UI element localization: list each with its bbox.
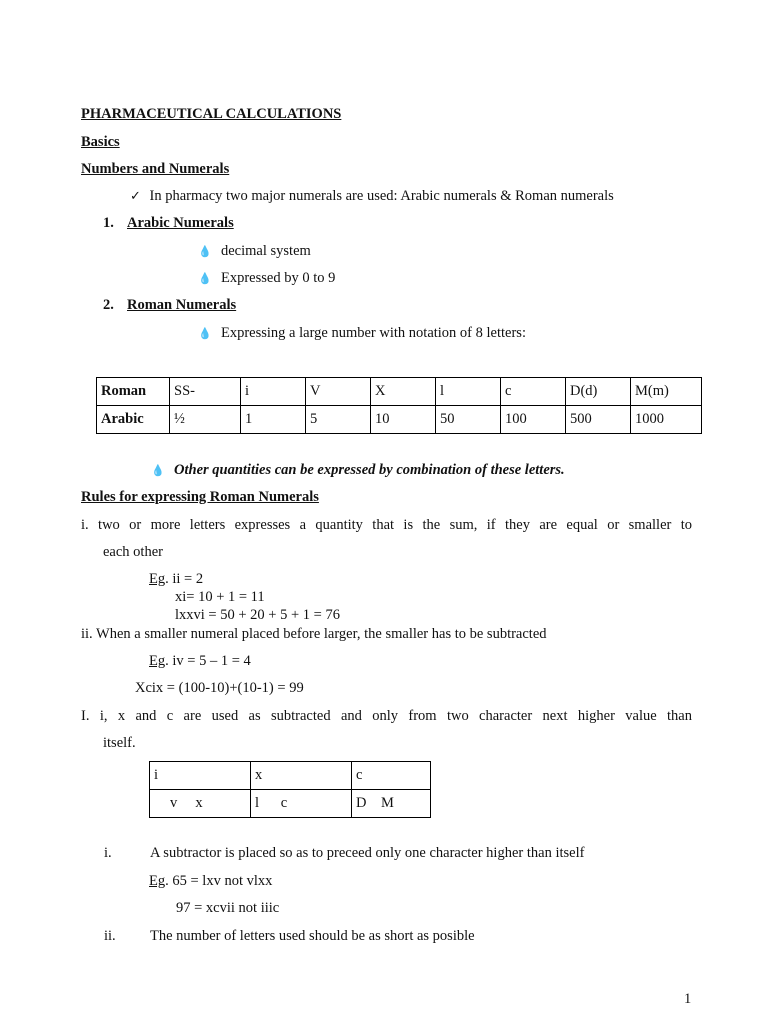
checkmark-icon: ✓ <box>130 189 141 204</box>
eg-label: Eg <box>149 873 166 889</box>
roman-arabic-table <box>96 377 702 434</box>
table-cell: 1 <box>241 406 306 434</box>
rules-heading: Rules for expressing Roman Numerals <box>81 489 319 505</box>
eg-label: Eg <box>149 571 166 587</box>
rule-1-line-2: each other <box>103 544 163 560</box>
rule-3-line-2: itself. <box>103 735 136 751</box>
example-text: xi= 10 + 1 = 11 <box>175 589 265 605</box>
example-text: lxxvi = 50 + 20 + 5 + 1 = 76 <box>175 607 340 623</box>
table-cell: l <box>436 378 501 406</box>
list-item-number: ii. <box>104 928 116 944</box>
bullet-item <box>198 325 212 342</box>
example-line <box>149 653 251 670</box>
list-item-number: i. <box>104 845 112 861</box>
table-cell: 100 <box>501 406 566 434</box>
table-cell: ½ <box>170 406 241 434</box>
list-item-text: The number of letters used should be as short as posible <box>150 928 475 944</box>
table-cell: c <box>352 762 431 790</box>
example-text: 97 = xcvii not iiic <box>176 900 280 916</box>
section-heading-roman: Roman Numerals <box>127 297 237 313</box>
example-text: . 65 = lxv not vlxx <box>165 873 273 889</box>
bullet-item <box>198 243 212 260</box>
table-cell: i <box>150 762 251 790</box>
example-line <box>149 571 203 588</box>
section-heading-arabic: Arabic Numerals <box>127 215 234 231</box>
section-number-1: 1. <box>103 215 114 231</box>
example-text: . iv = 5 – 1 = 4 <box>165 653 251 669</box>
table-cell: D(d) <box>566 378 631 406</box>
bullet-text: Expressed by 0 to 9 <box>221 270 336 286</box>
rule-1-line-1: i. two or more letters expresses a quantity that is the sum, if they are equal or smaller to <box>81 517 692 533</box>
table-row <box>97 406 702 434</box>
combination-note: Other quantities can be expressed by combination of these letters. <box>174 462 565 478</box>
check-list-item <box>130 188 614 205</box>
rule-2-line-1: ii. When a smaller numeral placed before larger, the smaller has to be subtracted <box>81 626 547 642</box>
bullet-item <box>151 462 165 479</box>
table-cell: x <box>251 762 352 790</box>
example-text: Xcix = (100-10)+(10-1) = 99 <box>135 680 304 696</box>
example-text: . ii = 2 <box>165 571 204 587</box>
drop-bullet-icon: 💧 <box>198 245 212 258</box>
table-cell: M(m) <box>631 378 702 406</box>
table-cell: Arabic <box>97 406 170 434</box>
check-item-text: In pharmacy two major numerals are used: Arabic numerals & Roman numerals <box>149 188 614 204</box>
subtraction-table <box>149 761 431 818</box>
page-number: 1 <box>684 991 692 1007</box>
drop-bullet-icon: 💧 <box>151 464 165 477</box>
table-cell: c <box>501 378 566 406</box>
table-cell: i <box>241 378 306 406</box>
table-cell: v x <box>150 790 251 818</box>
table-cell: 1000 <box>631 406 702 434</box>
basics-heading: Basics <box>81 134 120 150</box>
table-cell: SS- <box>170 378 241 406</box>
drop-bullet-icon: 💧 <box>198 272 212 285</box>
table-cell: 5 <box>306 406 371 434</box>
section-number-2: 2. <box>103 297 114 313</box>
table-cell: 10 <box>371 406 436 434</box>
table-cell: 500 <box>566 406 631 434</box>
table-row <box>97 378 702 406</box>
example-line <box>149 873 272 890</box>
table-cell: Roman <box>97 378 170 406</box>
table-row <box>150 790 431 818</box>
table-cell: X <box>371 378 436 406</box>
page-title: PHARMACEUTICAL CALCULATIONS <box>81 106 342 122</box>
drop-bullet-icon: 💧 <box>198 327 212 340</box>
table-cell: V <box>306 378 371 406</box>
table-cell: D M <box>352 790 431 818</box>
table-row <box>150 762 431 790</box>
eg-label: Eg <box>149 653 166 669</box>
numbers-heading: Numbers and Numerals <box>81 161 230 177</box>
bullet-item <box>198 270 212 287</box>
table-cell: 50 <box>436 406 501 434</box>
rule-3-line-1: I. i, x and c are used as subtracted and only from two character next higher value than <box>81 708 692 724</box>
table-cell: l c <box>251 790 352 818</box>
bullet-text: decimal system <box>221 243 311 259</box>
list-item-text: A subtractor is placed so as to preceed only one character higher than itself <box>150 845 585 861</box>
bullet-text: Expressing a large number with notation of 8 letters: <box>221 325 526 341</box>
